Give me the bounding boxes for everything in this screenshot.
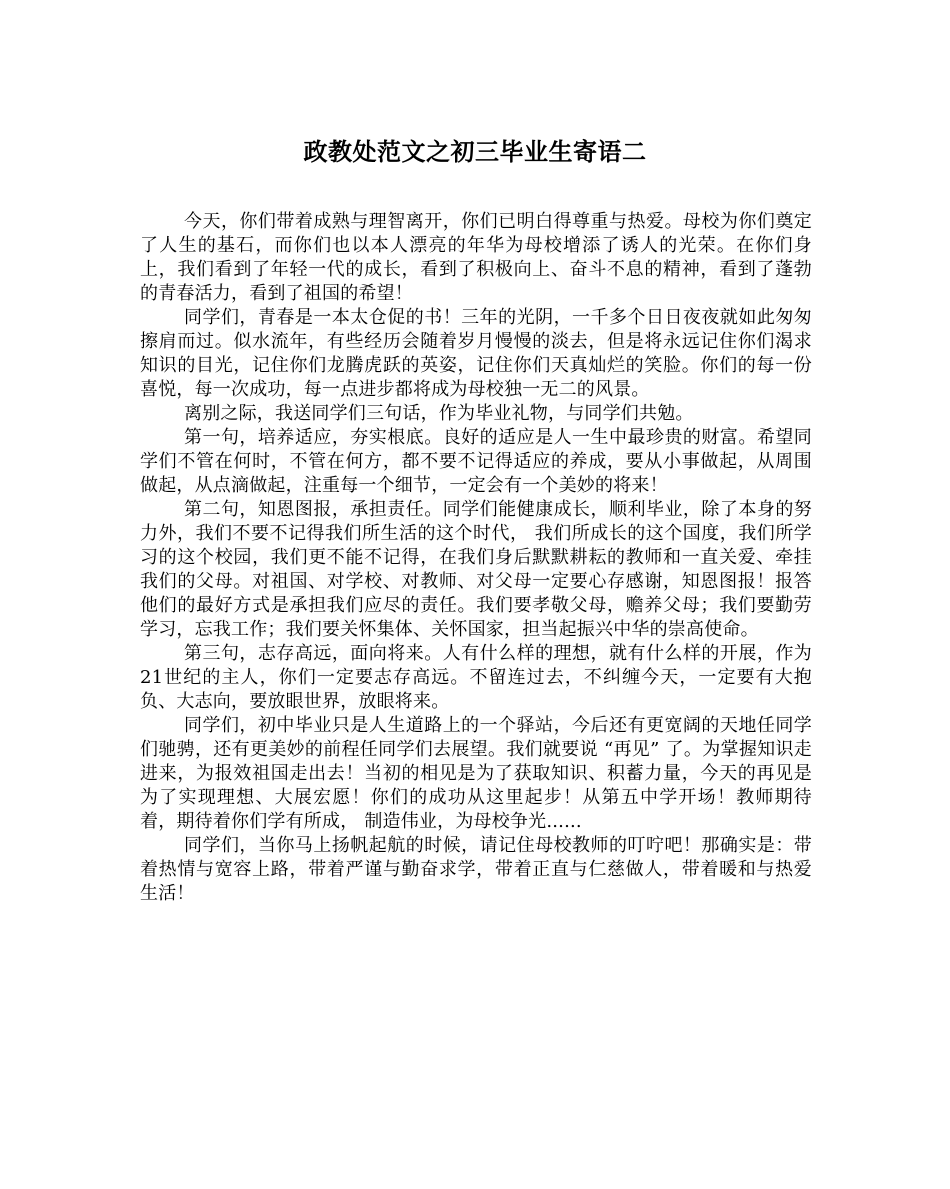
document-title: 政教处范文之初三毕业生寄语二 [303, 137, 647, 166]
paragraph: 同学们，青春是一本太仓促的书！三年的光阴，一千多个日日夜夜就如此匆匆擦肩而过。似水流年，有些经历会随着岁月慢慢的淡去，但是将永远记住你们渴求知识的目光，记住你们龙腾虎跃的英姿，记住你们天真灿烂的笑脸。你们的每一份喜悦，每一次成功，每一点进步都将成为母校独一无二的风景。 [140, 307, 812, 400]
paragraph: 今天，你们带着成熟与理智离开，你们已明白得尊重与热爱。母校为你们奠定了人生的基石，而你们也以本人漂亮的年华为母校增添了诱人的光荣。在你们身上，我们看到了年轻一代的成长，看到了积极向上、奋斗不息的精神，看到了蓬勃的青春活力，看到了祖国的希望！ [140, 211, 812, 304]
paragraph: 同学们，初中毕业只是人生道路上的一个驿站，今后还有更宽阔的天地任同学们驰骋，还有更美妙的前程任同学们去展望。我们就要说 “再见” 了。为掌握知识走进来，为报效祖国走出去！当初的相见是为了获取知识、积蓄力量，今天的再见是为了实现理想、大展宏愿！你们的成功从这里起步！从第五中学开场！教师期待着，期待着你们学有所成， 制造伟业，为母校争光...... [140, 715, 812, 832]
document-body [140, 210, 812, 906]
paragraph: 第二句，知恩图报，承担责任。同学们能健康成长，顺利毕业，除了本身的努力外，我们不要不记得我们所生活的这个时代， 我们所成长的这个国度，我们所学习的这个校园，我们更不能不记得，在我们身后默默耕耘的教师和一直关爱、牵挂我们的父母。对祖国、对学校、对教师、对父母一定要心存感谢，知恩图报！报答他们的最好方式是承担我们应尽的责任。我们要孝敬父母，赡养父母；我们要勤劳学习，忘我工作；我们要关怀集体、关怀国家，担当起振兴中华的崇高使命。 [140, 499, 812, 640]
paragraph: 同学们，当你马上扬帆起航的时候，请记住母校教师的叮咛吧！那确实是：带着热情与宽容上路，带着严谨与勤奋求学，带着正直与仁慈做人，带着暖和与热爱生活！ [140, 835, 812, 904]
paragraph: 第三句，志存高远，面向将来。人有什么样的理想，就有什么样的开展，作为21世纪的主人，你们一定要志存高远。不留连过去，不纠缠今天，一定要有大抱负、大志向，要放眼世界，放眼将来。 [140, 643, 812, 712]
paragraph: 第一句，培养适应，夯实根底。良好的适应是人一生中最珍贵的财富。希望同学们不管在何时，不管在何方，都不要不记得适应的养成，要从小事做起，从周围做起，从点滴做起，注重每一个细节，一定会有一个美妙的将来！ [140, 427, 812, 496]
paragraph: 离别之际，我送同学们三句话，作为毕业礼物，与同学们共勉。 [184, 403, 694, 424]
